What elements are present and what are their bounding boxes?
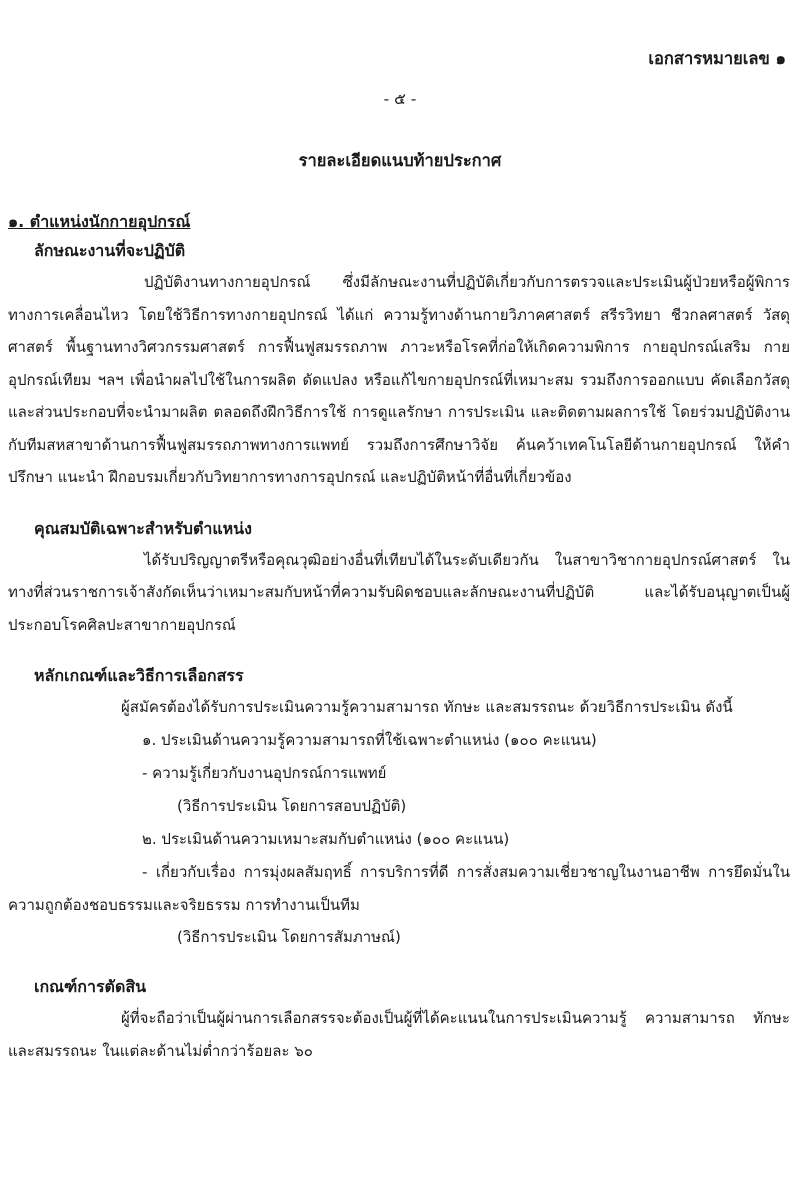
duties-text: ปฏิบัติงานทางกายอุปกรณ์ ซึ่งมีลักษณะงานที่ปฏิบัติเกี่ยวกับการตรวจและประเมินผู้ป่วยหรือผู้พิการทางการเคลื่อนไหว โดยใช้วิธีการทางกายอุปกรณ์ ได้แก่ ความรู้ทางด้านกายวิภาคศาสตร์ สรีรวิทยา ชีวกลศาสตร์ วัสดุศาสตร์ พื้นฐานทางวิศวกรรมศาสตร์ การฟื้นฟูสมรรถภาพ ภาวะหรือโรคที่ก่อให้เกิดความพิการ กายอุปกรณ์เสริม กายอุปกรณ์เทียม ฯลฯ เพื่อนำผลไปใช้ในการผลิต ดัดแปลง หรือแก้ไขกายอุปกรณ์ที่เหมาะสม รวมถึงการออกแบบ คัดเลือกวัสดุ และส่วนประกอบที่จะนำมาผลิต ตลอดถึงฝึกวิธีการใช้ การดูแลรักษา การประเมิน และติดตามผลการใช้ โดยร่วมปฏิบัติงานกับทีมสหสาขาด้านการฟื้นฟูสมรรถภาพทางการแพทย์ รวมถึงการศึกษาวิจัย ค้นคว้าเทคโนโลยีด้านกายอุปกรณ์ ให้คำปรึกษา แนะนำ ฝึกอบรมเกี่ยวกับวิทยาการทางการอุปกรณ์ และปฏิบัติหน้าที่อื่นที่เกี่ยวข้อง: [8, 273, 790, 486]
qualifications-text: ได้รับปริญญาตรีหรือคุณวุฒิอย่างอื่นที่เทียบได้ในระดับเดียวกัน ในสาขาวิชากายอุปกรณ์ศาสตร์ ในทางที่ส่วนราชการเจ้าสังกัดเห็นว่าเหมาะสมกับหน้าที่ความรับผิดชอบและลักษณะงานที่ปฏิบัติ และได้รับอนุญาตเป็นผู้ประกอบโรคศิลปะสาขากายอุปกรณ์: [8, 550, 790, 634]
criteria-heading: เกณฑ์การตัดสิน: [34, 977, 147, 996]
page-title: รายละเอียดแนบท้ายประกาศ: [298, 151, 502, 170]
position-heading: ๑. ตำแหน่งนักกายอุปกรณ์: [8, 212, 191, 231]
qualifications-heading: คุณสมบัติเฉพาะสำหรับตำแหน่ง: [34, 518, 252, 538]
selection-item-2-detail: - เกี่ยวกับเรื่อง การมุ่งผลสัมฤทธิ์ การบริการที่ดี การสั่งสมความเชี่ยวชาญในงานอาชีพ การยึดมั่นในความถูกต้องชอบธรรมและจริยธรรม การทำงานเป็นทีม: [8, 863, 790, 914]
selection-item-1: ๑. ประเมินด้านความรู้ความสามารถที่ใช้เฉพาะตำแหน่ง (๑๐๐ คะแนน): [142, 731, 597, 749]
document-body: [8, 208, 790, 1067]
page-number: - ๕ -: [383, 90, 417, 108]
selection-item-1-detail: - ความรู้เกี่ยวกับงานอุปกรณ์การแพทย์: [142, 764, 387, 782]
document-number: เอกสารหมายเลข ๑: [648, 49, 786, 68]
selection-item-2: ๒. ประเมินด้านความเหมาะสมกับตำแหน่ง (๑๐๐ คะแนน): [142, 830, 510, 848]
selection-item-1-method: (วิธีการประเมิน โดยการสอบปฏิบัติ): [177, 797, 407, 815]
selection-heading: หลักเกณฑ์และวิธีการเลือกสรร: [34, 666, 244, 685]
duties-heading: ลักษณะงานที่จะปฏิบัติ: [34, 241, 186, 260]
criteria-text: ผู้ที่จะถือว่าเป็นผู้ผ่านการเลือกสรรจะต้องเป็นผู้ที่ได้คะแนนในการประเมินความรู้ ความสามารถ ทักษะ และสมรรถนะ ในแต่ละด้านไม่ต่ำกว่าร้อยละ ๖๐: [8, 1009, 790, 1060]
selection-intro: ผู้สมัครต้องได้รับการประเมินความรู้ความสามารถ ทักษะ และสมรรถนะ ด้วยวิธีการประเมิน ดังนี้: [121, 698, 733, 716]
selection-item-2-method: (วิธีการประเมิน โดยการสัมภาษณ์): [177, 928, 401, 946]
